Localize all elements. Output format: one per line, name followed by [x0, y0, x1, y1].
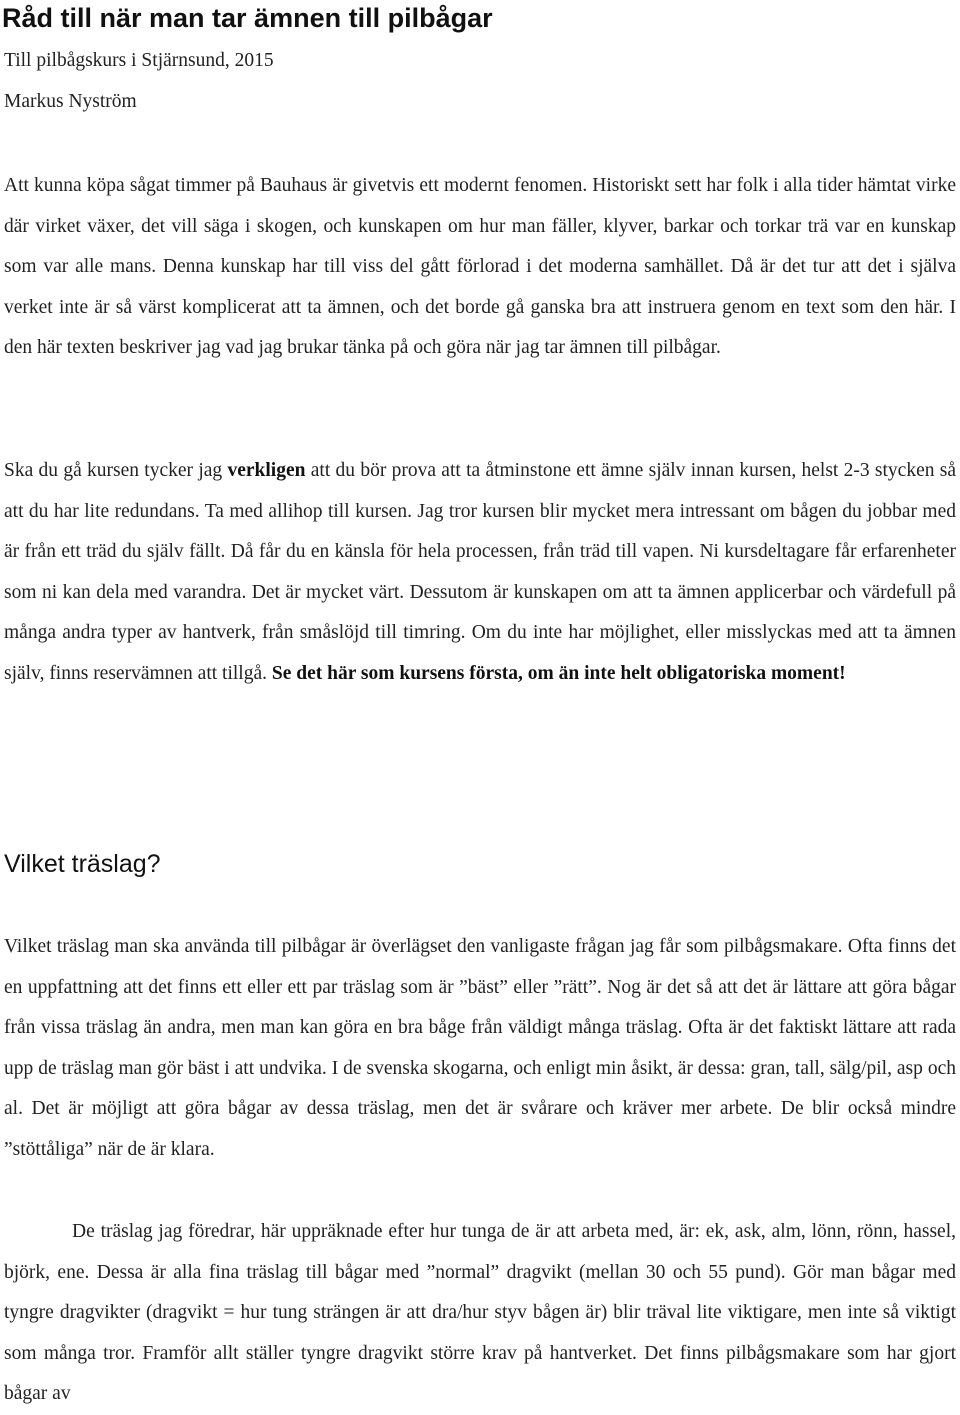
course-paragraph-bold-note: Se det här som kursens första, om än inte helt obligatoriska moment!	[271, 662, 846, 684]
document-title: Råd till när man tar ämnen till pilbågar	[2, 3, 493, 33]
document-author: Markus Nyström	[4, 91, 137, 112]
document-subtitle: Till pilbågskurs i Stjärnsund, 2015	[4, 50, 274, 71]
wood-paragraph: Vilket träslag man ska använda till pilbågar är överlägset den vanligaste frågan jag får som pilbågsmakare. Ofta finns det en uppfattning att det finns ett eller ett par träslag som är ”bäst” eller ”rätt”. Nog är det så att det är lättare att göra bågar från vissa träslag än andra, men man kan göra en bra båge från väldigt många träslag. Ofta är det faktiskt lättare att rada upp de träslag man gör bäst i att undvika. I de svenska skogarna, och enligt min åsikt, är dessa: gran, tall, sälg/pil, asp och al. Det är möjligt att göra bågar av dessa träslag, men det är svårare och kräver mer arbete. De blir också mindre ”stöttåliga” när de är klara.	[4, 936, 956, 1160]
course-paragraph	[4, 451, 956, 695]
course-paragraph-text-a: Ska du gå kursen tycker jag	[4, 460, 228, 481]
course-paragraph-emphasis: verkligen	[227, 460, 306, 481]
intro-paragraph: Att kunna köpa sågat timmer på Bauhaus är givetvis ett modernt fenomen. Historiskt sett har folk i alla tider hämtat virke där virket växer, det vill säga i skogen, och kunskapen om hur man fäller, klyver, barkar och torkar trä var en kunskap som var alle mans. Denna kunskap har till viss del gått förlorad i det moderna samhället. Då är det tur att det i själva verket inte är så värst komplicerat att ta ämnen, och det borde gå ganska bra att instruera genom en text som den här. I den här texten beskriver jag vad jag brukar tänka på och göra när jag tar ämnen till pilbågar.	[4, 175, 956, 359]
course-paragraph-text-c: att du bör prova att ta åtminstone ett ämne själv innan kursen, helst 2-3 stycken så att du har lite redundans. Ta med allihop till kursen. Jag tror kursen blir mycket mera intressant om bågen du jobbar med är från ett träd du själv fällt. Då får du en känsla för hela processen, från träd till vapen. Ni kursdeltagare får erfarenheter som ni kan dela med varandra. Det är mycket värt. Dessutom är kunskapen om att ta ämnen applicerbar och värdefull på många andra typer av hantverk, från småslöjd till timring. Om du inte har möjlighet, eller misslyckas med att ta ämnen själv, finns reservämnen att tillgå.	[4, 460, 957, 684]
preferred-wood-paragraph: De träslag jag föredrar, här uppräknade efter hur tunga de är att arbeta med, är: ek, ask, alm, lönn, rönn, hassel, björk, ene. Dessa är alla fina träslag till bågar med ”normal” dragvikt (mellan 30 och 55 pund). Gör man bågar med tyngre dragvikter (dragvikt = hur tung strängen är att dra/hur styv bågen är) blir träval lite viktigare, men inte så viktigt som många tror. Framför allt ställer tyngre dragvikt större krav på hantverket. Det finns pilbågsmakare som har gjort bågar av	[4, 1221, 956, 1405]
section-heading: Vilket träslag?	[4, 850, 161, 878]
